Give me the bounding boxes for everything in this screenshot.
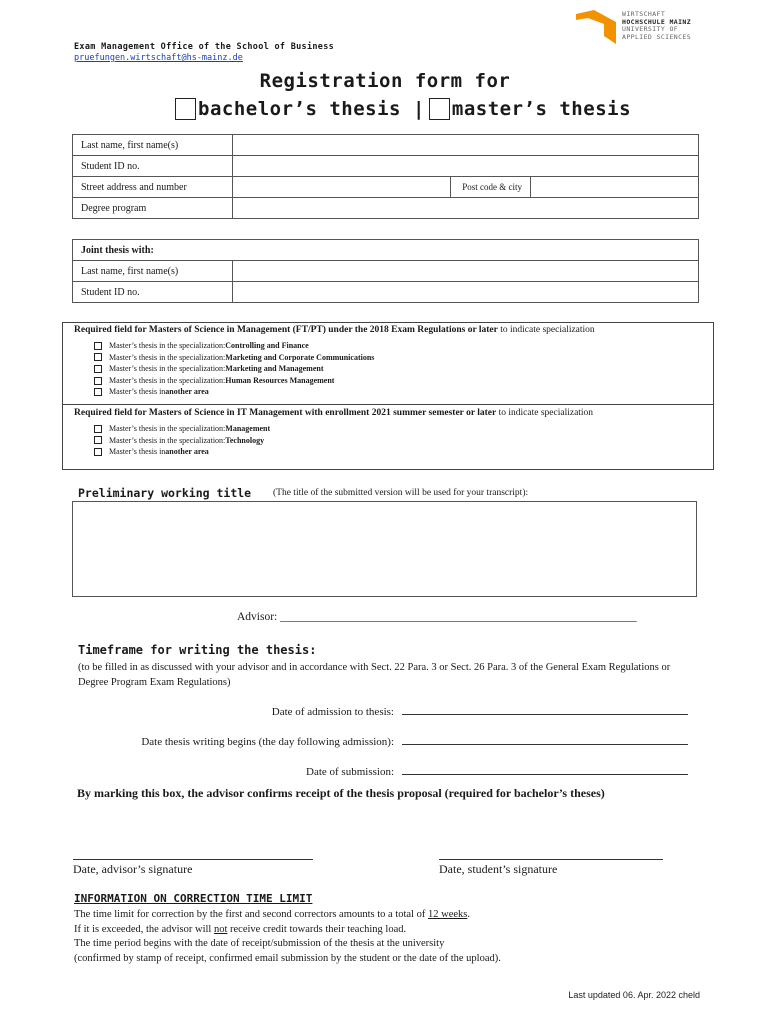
list-item — [94, 435, 270, 447]
table-row — [73, 177, 699, 198]
submission-date-field[interactable] — [402, 765, 688, 775]
postcode-field[interactable] — [531, 177, 699, 198]
joint-thesis-heading: Joint thesis with: — [73, 240, 699, 261]
specialization-box — [62, 322, 714, 470]
working-title-label: Preliminary working title — [78, 486, 252, 500]
option-specialization: another area — [165, 447, 209, 457]
university-logo — [576, 10, 726, 46]
option-specialization: Human Resources Management — [225, 375, 335, 385]
submission-date-row — [306, 765, 688, 778]
logo-line-3: UNIVERSITY OF — [622, 25, 679, 34]
list-item — [94, 340, 374, 352]
option-checkbox[interactable] — [94, 365, 102, 373]
info-body — [74, 908, 501, 966]
joint-thesis-table — [72, 239, 699, 303]
list-item — [94, 386, 374, 398]
option-checkbox[interactable] — [94, 436, 102, 444]
info-emphasis: not — [213, 923, 228, 935]
msc-it-options — [94, 423, 270, 458]
section-divider — [63, 404, 713, 405]
option-specialization: Technology — [225, 435, 265, 445]
writing-begins-field[interactable] — [402, 735, 688, 745]
option-specialization: Controlling and Finance — [225, 341, 309, 350]
option-specialization: Marketing and Corporate Communications — [225, 352, 375, 362]
admission-date-row — [272, 705, 688, 718]
bachelor-label: bachelor’s thesis — [198, 98, 401, 120]
info-line-2 — [74, 923, 501, 938]
list-item — [94, 363, 374, 375]
info-emphasis: 12 weeks — [427, 909, 468, 920]
office-name: Exam Management Office of the School of Business — [74, 42, 335, 52]
admission-date-label: Date of admission to thesis: — [271, 706, 394, 718]
advisor-signature-line[interactable] — [73, 859, 313, 860]
joint-student-id-field[interactable] — [233, 282, 699, 303]
thesis-type-selector — [175, 98, 631, 120]
degree-program-field[interactable] — [233, 198, 699, 219]
table-row — [73, 135, 699, 156]
advisor-signature-label: Date, advisor’s signature — [73, 862, 193, 876]
option-prefix: Master’s thesis in — [109, 447, 166, 457]
option-checkbox[interactable] — [94, 353, 102, 361]
timeframe-heading: Timeframe for writing the thesis: — [78, 643, 317, 657]
msc-it-heading-bold: Required field for Masters of Science in IT Management with enrollment 2021 summer semester or later — [74, 408, 497, 418]
logo-mark-icon — [576, 10, 618, 44]
list-item — [94, 446, 270, 458]
street-field[interactable] — [233, 177, 451, 198]
title-separator: | — [412, 98, 425, 120]
option-prefix: Master’s thesis in the specialization: — [109, 364, 226, 374]
option-specialization: Management — [225, 424, 271, 433]
logo-line-2: HOCHSCHULE MAINZ — [622, 17, 692, 26]
option-checkbox[interactable] — [94, 388, 102, 396]
writing-begins-label: Date thesis writing begins (the day following admission): — [141, 736, 394, 748]
student-signature-line[interactable] — [439, 859, 663, 860]
list-item — [94, 352, 374, 364]
info-text: . — [467, 909, 470, 920]
option-checkbox[interactable] — [94, 448, 102, 456]
info-text: receive credit towards their teaching load. — [227, 923, 407, 935]
option-prefix: Master’s thesis in — [109, 387, 166, 397]
option-specialization: another area — [165, 387, 209, 397]
option-prefix: Master’s thesis in the specialization: — [109, 352, 226, 362]
master-checkbox[interactable] — [429, 98, 450, 120]
info-heading: INFORMATION ON CORRECTION TIME LIMIT — [74, 892, 313, 905]
msc-management-options — [94, 340, 374, 398]
option-prefix: Master’s thesis in the specialization: — [109, 435, 226, 445]
student-signature-label: Date, student’s signature — [439, 862, 558, 876]
msc-management-heading-rest: to indicate specialization — [497, 325, 595, 335]
option-specialization: Marketing and Management — [225, 364, 324, 374]
logo-line-1: WIRTSCHAFT — [622, 10, 666, 18]
info-text: If it is exceeded, the advisor will — [74, 923, 214, 935]
working-title-field[interactable] — [72, 501, 697, 597]
option-prefix: Master’s thesis in the specialization: — [109, 375, 226, 385]
logo-line-4: APPLIED SCIENCES — [622, 32, 692, 41]
admission-date-field[interactable] — [402, 705, 688, 715]
student-id-label: Student ID no. — [73, 156, 233, 177]
info-text: The time limit for correction by the first and second correctors amounts to a total of — [74, 909, 428, 920]
info-line-3: The time period begins with the date of receipt/submission of the thesis at the university — [74, 938, 445, 949]
msc-it-heading — [74, 408, 593, 418]
option-checkbox[interactable] — [94, 425, 102, 433]
joint-name-field[interactable] — [233, 261, 699, 282]
list-item — [94, 423, 270, 435]
table-row — [73, 198, 699, 219]
advisor-label: Advisor: — [237, 611, 281, 623]
table-row — [73, 282, 699, 303]
advisor-row — [237, 611, 637, 623]
last-updated: Last updated 06. Apr. 2022 cheld — [568, 990, 700, 1000]
timeframe-note: (to be filled in as discussed with your advisor and in accordance with Sect. 22 Para. 3 or Sect. 26 Para. 3 of the General Exam Regulations or Degree Program Exam Regulations) — [78, 662, 671, 688]
msc-management-heading — [74, 325, 595, 335]
master-label: master’s thesis — [451, 98, 632, 120]
msc-it-heading-rest: to indicate specialization — [496, 408, 594, 418]
form-title: Registration form for — [259, 70, 511, 92]
working-title-note: (The title of the submitted version will be used for your transcript): — [273, 488, 529, 498]
name-field[interactable] — [233, 135, 699, 156]
table-row — [73, 240, 699, 261]
street-label: Street address and number — [73, 177, 233, 198]
table-row — [73, 261, 699, 282]
submission-date-label: Date of submission: — [306, 766, 394, 778]
option-prefix: Master’s thesis in the specialization: — [109, 424, 226, 433]
joint-name-label: Last name, first name(s) — [73, 261, 233, 282]
option-checkbox[interactable] — [94, 377, 102, 385]
student-id-field[interactable] — [233, 156, 699, 177]
option-checkbox[interactable] — [94, 342, 102, 350]
name-label: Last name, first name(s) — [73, 135, 233, 156]
table-row — [73, 156, 699, 177]
degree-program-label: Degree program — [73, 198, 233, 219]
writing-begins-row — [141, 735, 688, 748]
advisor-confirmation-text: By marking this box, the advisor confirms receipt of the thesis proposal (required for bachelor’s theses) — [77, 786, 605, 800]
option-prefix: Master’s thesis in the specialization: — [109, 341, 226, 350]
info-line-1 — [74, 908, 501, 923]
office-email-link[interactable]: pruefungen.wirtschaft@hs-mainz.de — [74, 53, 243, 63]
postcode-label: Post code & city — [451, 177, 531, 198]
joint-student-id-label: Student ID no. — [73, 282, 233, 303]
advisor-field[interactable]: ______________________________________________________________ — [280, 611, 637, 623]
info-line-4: (confirmed by stamp of receipt, confirmed email submission by the student or the date of the upload). — [74, 952, 501, 964]
list-item — [94, 375, 374, 387]
bachelor-checkbox[interactable] — [175, 98, 196, 120]
student-info-table — [72, 134, 699, 219]
msc-management-heading-bold: Required field for Masters of Science in Management (FT/PT) under the 2018 Exam Regulations or later — [74, 325, 498, 335]
